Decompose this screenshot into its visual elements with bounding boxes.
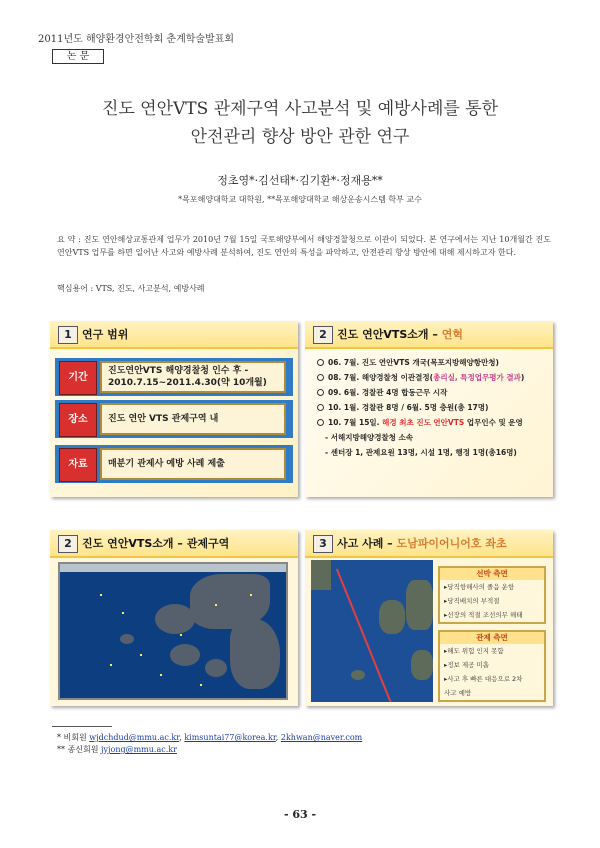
history-item: 10. 7월 15일. 해경 최초 진도 연안VTS 업무인수 및 운영 xyxy=(317,415,547,430)
slide-header xyxy=(305,321,553,349)
slide-research-scope xyxy=(50,321,298,497)
ship-side-panel xyxy=(438,566,546,624)
panel-item: ▸해도 위험 인지 못함 xyxy=(444,647,504,655)
circle-bullet-icon xyxy=(317,374,324,381)
slide-accident-case xyxy=(305,530,553,706)
email-link[interactable]: kimsuntai77@korea.kr xyxy=(184,733,276,742)
panel-item: 사고 예방 xyxy=(444,689,472,697)
slide-number: 2 xyxy=(313,326,333,344)
panel-item: ▸정보 제공 미흡 xyxy=(444,661,490,669)
slide-vts-history xyxy=(305,321,553,497)
email-link[interactable]: wjdchdud@mmu.ac.kr xyxy=(89,733,180,742)
row-text-period: 진도연안VTS 해양경찰청 인수 후 - 2010.7.15~2011.4.30(약 10개월) xyxy=(100,361,286,393)
panel-item: ▸당직항해사의 졸음 운항 xyxy=(444,583,515,591)
row-text-place: 진도 연안 VTS 관제구역 내 xyxy=(100,403,286,435)
row-text-data: 매분기 관제사 예방 사례 제출 xyxy=(100,448,286,480)
slide-number: 2 xyxy=(58,535,78,553)
keywords: 핵심용어 : VTS, 진도, 사고분석, 예방사례 xyxy=(57,284,205,293)
history-item: 06. 7월. 진도 연안VTS 개국(목포지방해양항만청) xyxy=(317,355,547,370)
control-side-panel xyxy=(438,630,546,702)
history-item: 08. 7월. 해양경찰청 이관결정(총리실, 특정업무평가 결과) xyxy=(317,370,547,385)
email-link[interactable]: 2khwan@naver.com xyxy=(280,733,363,742)
panel-heading: 관제 측면 xyxy=(440,632,544,644)
authors: 정초영*·김선태*·김기환*·정재용** xyxy=(217,174,383,187)
slide-number: 3 xyxy=(313,535,333,553)
circle-bullet-icon xyxy=(317,359,324,366)
circle-bullet-icon xyxy=(317,419,324,426)
slide-number: 1 xyxy=(58,326,78,344)
slide-title: 사고 사례 – 도남파이어니어호 좌초 xyxy=(337,537,507,550)
affiliation: *목포해양대학교 대학원, **목포해양대학교 해상운송시스템 학부 교수 xyxy=(178,195,422,204)
row-label-place: 장소 xyxy=(59,403,97,437)
panel-item: ▸선장의 적절 조선의무 해태 xyxy=(444,611,523,619)
page-number: - 63 - xyxy=(283,808,317,821)
paper-title-line2: 안전관리 향상 방안 관한 연구 xyxy=(190,127,410,147)
row-label-data: 자료 xyxy=(59,448,97,482)
history-item: 10. 1월. 경찰관 8명 / 6월. 5명 충원(총 17명) xyxy=(317,400,547,415)
email-link[interactable]: jyjong@mmu.ac.kr xyxy=(101,745,177,754)
slide-title: 진도 연안VTS소개 – 관제구역 xyxy=(82,537,230,550)
accident-chart-image xyxy=(311,560,433,702)
paper-title-line1: 진도 연안VTS 관제구역 사고분석 및 예방사례를 통한 xyxy=(101,99,499,119)
footnote-lifemember: ** 종신회원 jyjong@mmu.ac.kr xyxy=(57,745,177,754)
panel-item: ▸당직배치의 부적절 xyxy=(444,597,500,605)
paper-type-tag: 논 문 xyxy=(52,49,104,64)
vts-radar-screen-image xyxy=(58,562,288,700)
slide-control-area xyxy=(50,530,298,706)
history-item: 09. 6월. 경찰관 4명 합동근무 시작 xyxy=(317,385,547,400)
footnote-divider xyxy=(52,726,112,727)
panel-item: ▸사고 후 빠른 대응으로 2차 xyxy=(444,675,523,683)
slide-header xyxy=(50,321,298,349)
slide-title: 진도 연안VTS소개 – 연혁 xyxy=(337,328,463,341)
footnote-nonmember: * 비회원 wjdchdud@mmu.ac.kr, kimsuntai77@korea.kr, 2khwan@naver.com xyxy=(57,733,363,742)
conference-header: 2011년도 해양환경안전학회 춘계학술발표회 xyxy=(38,34,235,45)
abstract: 요 약 : 진도 연안해상교통관제 업무가 2010년 7월 15일 국토해양부에서 해양경찰청으로 이관이 되었다. 본 연구에서는 지난 10개월간 진도 연안VTS 업무를 하면 일어난 사고와 예방사례 분석하여, 진도 연안의 특성을 파악하고, 안전관리 향상 방안에 대해 제시하고자 한다. xyxy=(57,235,551,257)
history-list xyxy=(317,355,547,460)
slide-title: 연구 범위 xyxy=(82,328,129,341)
slide-header xyxy=(50,530,298,558)
vessel-track-line xyxy=(336,568,394,702)
circle-bullet-icon xyxy=(317,404,324,411)
circle-bullet-icon xyxy=(317,389,324,396)
history-subitem: - 서해지방해양경찰청 소속 xyxy=(325,433,414,442)
row-label-period: 기간 xyxy=(59,361,97,395)
slide-header xyxy=(305,530,553,558)
history-subitem: - 센터장 1, 관제요원 13명, 시설 1명, 행정 1명(총16명) xyxy=(325,448,517,457)
panel-heading: 선박 측면 xyxy=(440,568,544,580)
